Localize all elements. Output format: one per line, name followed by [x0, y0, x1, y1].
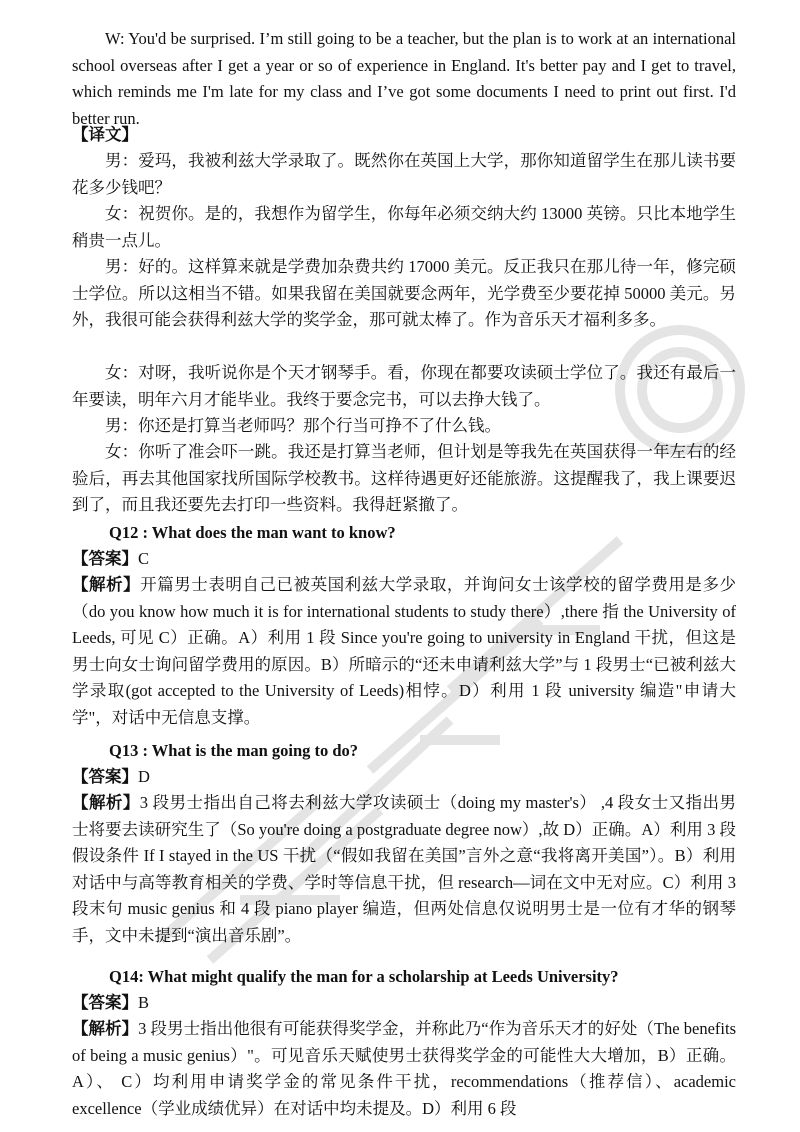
answer-line [72, 764, 736, 791]
answer-tag: 【答案】 [72, 767, 138, 786]
answer-tag: 【答案】 [72, 549, 138, 568]
answer-tag: 【答案】 [72, 993, 138, 1012]
analysis-block [72, 572, 736, 731]
answer-line [72, 990, 736, 1017]
analysis-tag: 【解析】 [72, 793, 140, 812]
answer-value: B [138, 993, 150, 1012]
analysis-tag: 【解析】 [72, 1019, 139, 1038]
answer-line [72, 546, 736, 573]
translation-heading: 【译文】 [72, 125, 138, 144]
translation-paragraph: 女：祝贺你。是的，我想作为留学生，你每年必须交纳大约 13000 英镑。只比本地学生稍贵一点儿。 [72, 204, 736, 250]
analysis-text: 3 段男士指出自己将去利兹大学攻读硕士（doing my master's） ,4 段女士又指出男士将要去读研究生了（So you're doing a postgraduate degree now）,故 D）正确。A）利用 3 段假设条件 If I stayed in the US 干扰（“假如我留在美国”言外之意“我将离开美国”）。B）利用对话中与高等教育相关的学费、学时等信息干扰，但 research—词在文中无对应。C）利用 3 段末句 music genius 和 4 段 piano player 编造，但两处信息仅说明男士是一位有才华的钢琴手，文中未提到“演出音乐剧”。 [72, 793, 736, 945]
translation-paragraph: 男：你还是打算当老师吗？那个行当可挣不了什么钱。 [105, 416, 501, 435]
translation-paragraph: 男：爱玛，我被利兹大学录取了。既然你在英国上大学，那你知道留学生在那儿读书要花多少钱吧？ [72, 151, 736, 197]
question-title: Q13 : What is the man going to do? [109, 741, 359, 760]
analysis-block [72, 1016, 736, 1122]
analysis-text: 3 段男士指出他很有可能获得奖学金，并称此乃“作为音乐天才的好处（The benefits of being a music genius）"。可见音乐天赋使男士获得奖学金的可能性大大增加，B）正确。A）、 C）均利用申请奖学金的常见条件干扰，recommendations（推荐信）、academic excellence（学业成绩优异）在对话中均未提及。D）利用 6 段 [72, 1019, 736, 1118]
transcript-tail: W: You'd be surprised. I’m still going to be a teacher, but the plan is to work at an international school overseas after I get a year or so of experience in England. It's better pay and I get to travel, which reminds me I'm late for my class and I’ve got some documents I need to print out first. I'd better run. [72, 29, 736, 128]
question-title: Q12 : What does the man want to know? [109, 523, 396, 542]
translation-paragraph: 女：你听了准会吓一跳。我还是打算当老师，但计划是等我先在英国获得一年左右的经验后，再去其他国家找所国际学校教书。这样待遇更好还能旅游。这提醒我了，我上课要迟到了，而且我还要先去打印一些资料。我得赶紧撤了。 [72, 442, 736, 514]
answer-value: C [138, 549, 150, 568]
analysis-tag: 【解析】 [72, 575, 141, 594]
translation-paragraph: 男：好的。这样算来就是学费加杂费共约 17000 美元。反正我只在那儿待一年，修完硕士学位。所以这相当不错。如果我留在美国就要念两年，光学费至少要花掉 50000 美元。另外，我很可能会获得利兹大学的奖学金，那可就太棒了。作为音乐天才福利多多。 [72, 257, 736, 329]
analysis-block [72, 790, 736, 949]
question-title: Q14: What might qualify the man for a scholarship at Leeds University? [109, 967, 619, 986]
translation-paragraph: 女：对呀，我听说你是个天才钢琴手。看，你现在都要攻读硕士学位了。我还有最后一年要读，明年六月才能毕业。我终于要念完书，可以去挣大钱了。 [72, 363, 736, 409]
analysis-text: 开篇男士表明自己已被英国利兹大学录取，并询问女士该学校的留学费用是多少（do you know how much it is for international students to study there）,there 指 the University of Leeds, 可见 C）正确。A）利用 1 段 Since you're going to university in England 干扰，但这是男士向女士询问留学费用的原因。B）所暗示的“还未申请利兹大学”与 1 段男士“已被利兹大学录取(got accepted to the University of Leeds)相悖。D）利用 1 段 university 编造"申请大学"，对话中无信息支撑。 [72, 575, 737, 727]
answer-value: D [138, 767, 150, 786]
